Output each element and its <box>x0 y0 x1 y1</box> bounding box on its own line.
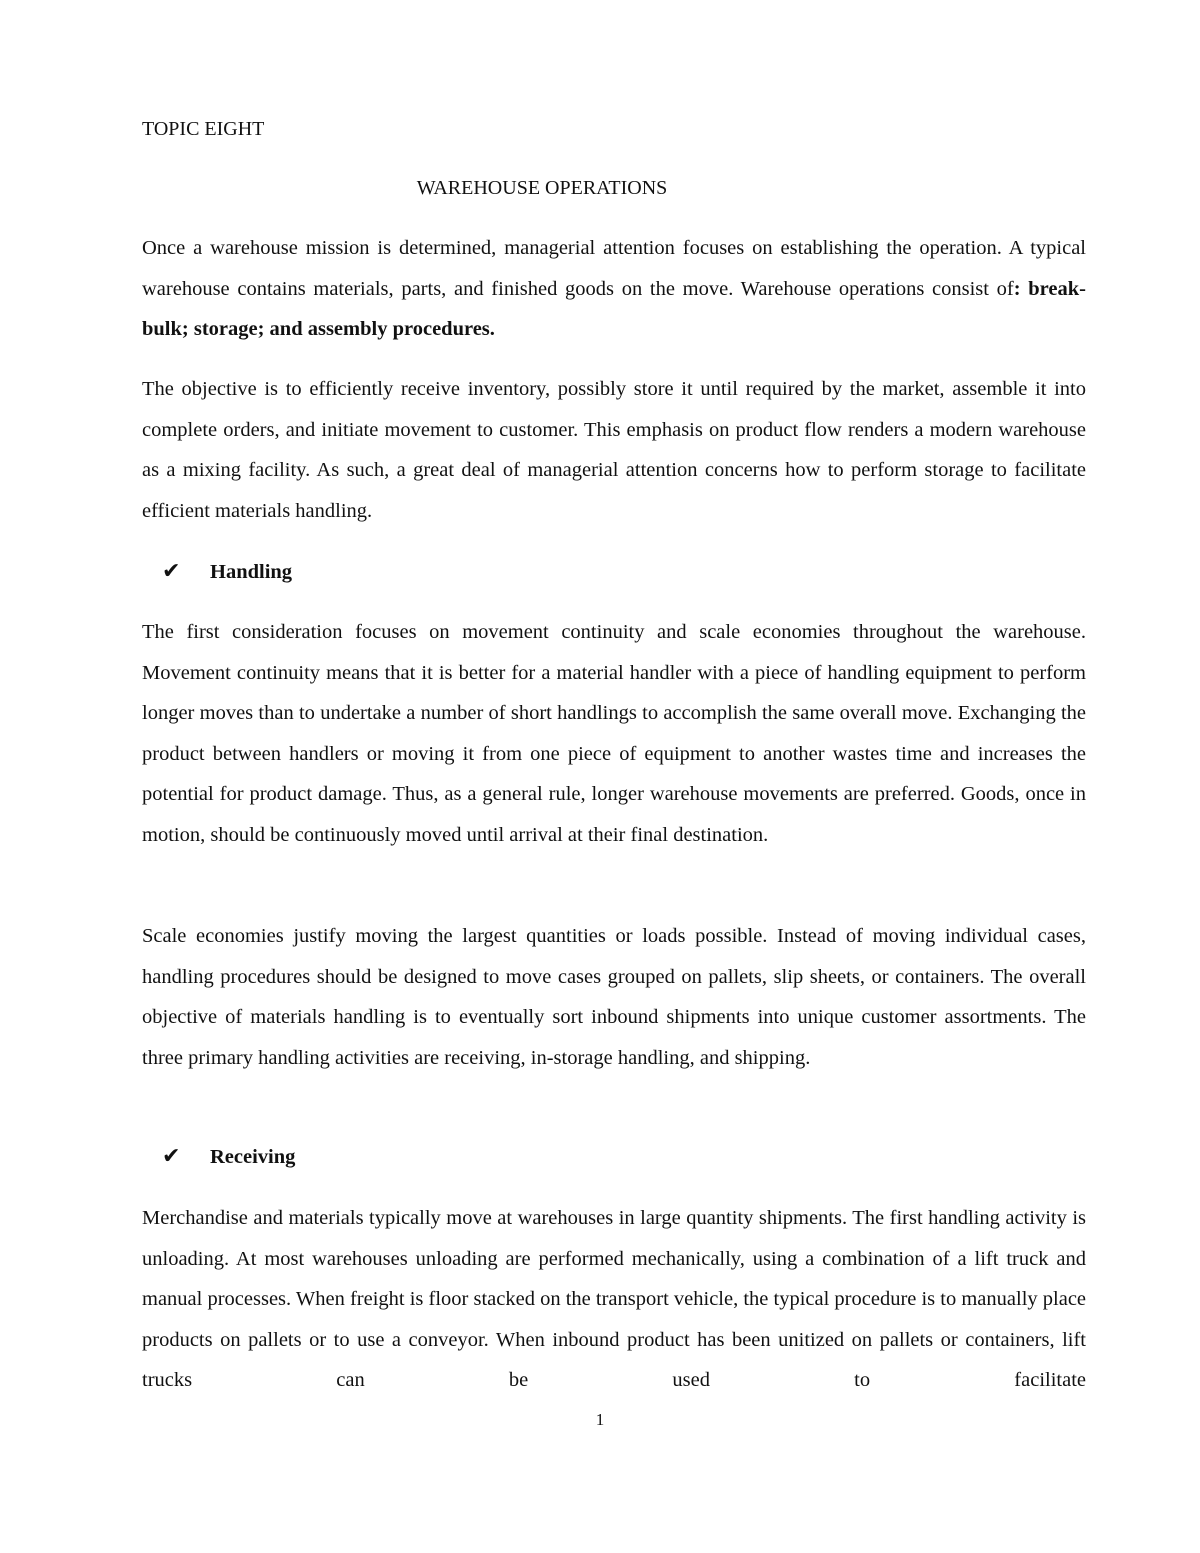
topic-label: TOPIC EIGHT <box>142 118 265 140</box>
checkmark-icon: ✔ <box>162 1144 181 1169</box>
intro-paragraph <box>142 228 1086 350</box>
section-heading-label: Handling <box>210 561 293 583</box>
receiving-paragraph-1: Merchandise and materials typically move at warehouses in large quantity shipments. The first handling activity is unloading. At most warehouses unloading are performed mechanically, using a combination of a lift truck and manual processes. When freight is floor stacked on the transport vehicle, the typical procedure is to manually place products on pallets or to use a conveyor. When inbound product has been unitized on pallets or containers, lift trucks can be used to facilitate <box>142 1207 1087 1392</box>
section-heading-label: Receiving <box>210 1146 296 1168</box>
page-number: 1 <box>595 1410 605 1429</box>
handling-paragraph-2: Scale economies justify moving the largest quantities or loads possible. Instead of moving individual cases, handling procedures should be designed to move cases grouped on pallets, slip sheets, or containers. The overall objective of materials handling is to eventually sort inbound shipments into unique customer assortments. The three primary handling activities are receiving, in-storage handling, and shipping. <box>142 925 1086 1069</box>
section-heading-receiving <box>162 1143 295 1171</box>
intro-text: Once a warehouse mission is determined, managerial attention focuses on establishing the operation. A typical warehouse contains materials, parts, and finished goods on the move. Warehouse operations consist of <box>142 237 1086 300</box>
handling-paragraph-1: The first consideration focuses on movement continuity and scale economies throughout the warehouse. Movement continuity means that it is better for a material handler with a piece of handling equipment to perform longer moves than to undertake a number of short handlings to accomplish the same overall move. Exchanging the product between handlers or moving it from one piece of equipment to another wastes time and increases the potential for product damage. Thus, as a general rule, longer warehouse movements are preferred. Goods, once in motion, should be continuously moved until arrival at their final destination. <box>142 621 1086 846</box>
objective-paragraph: The objective is to efficiently receive inventory, possibly store it until required by the market, assemble it into complete orders, and initiate movement to customer. This emphasis on product flow renders a modern warehouse as a mixing facility. As such, a great deal of managerial attention concerns how to perform storage to facilitate efficient materials handling. <box>142 378 1086 522</box>
section-heading-handling <box>162 558 292 586</box>
page-title: WAREHOUSE OPERATIONS <box>416 177 668 199</box>
checkmark-icon: ✔ <box>162 559 181 584</box>
intro-bold-text: : break-bulk; storage; and assembly procedures. <box>142 277 1086 341</box>
